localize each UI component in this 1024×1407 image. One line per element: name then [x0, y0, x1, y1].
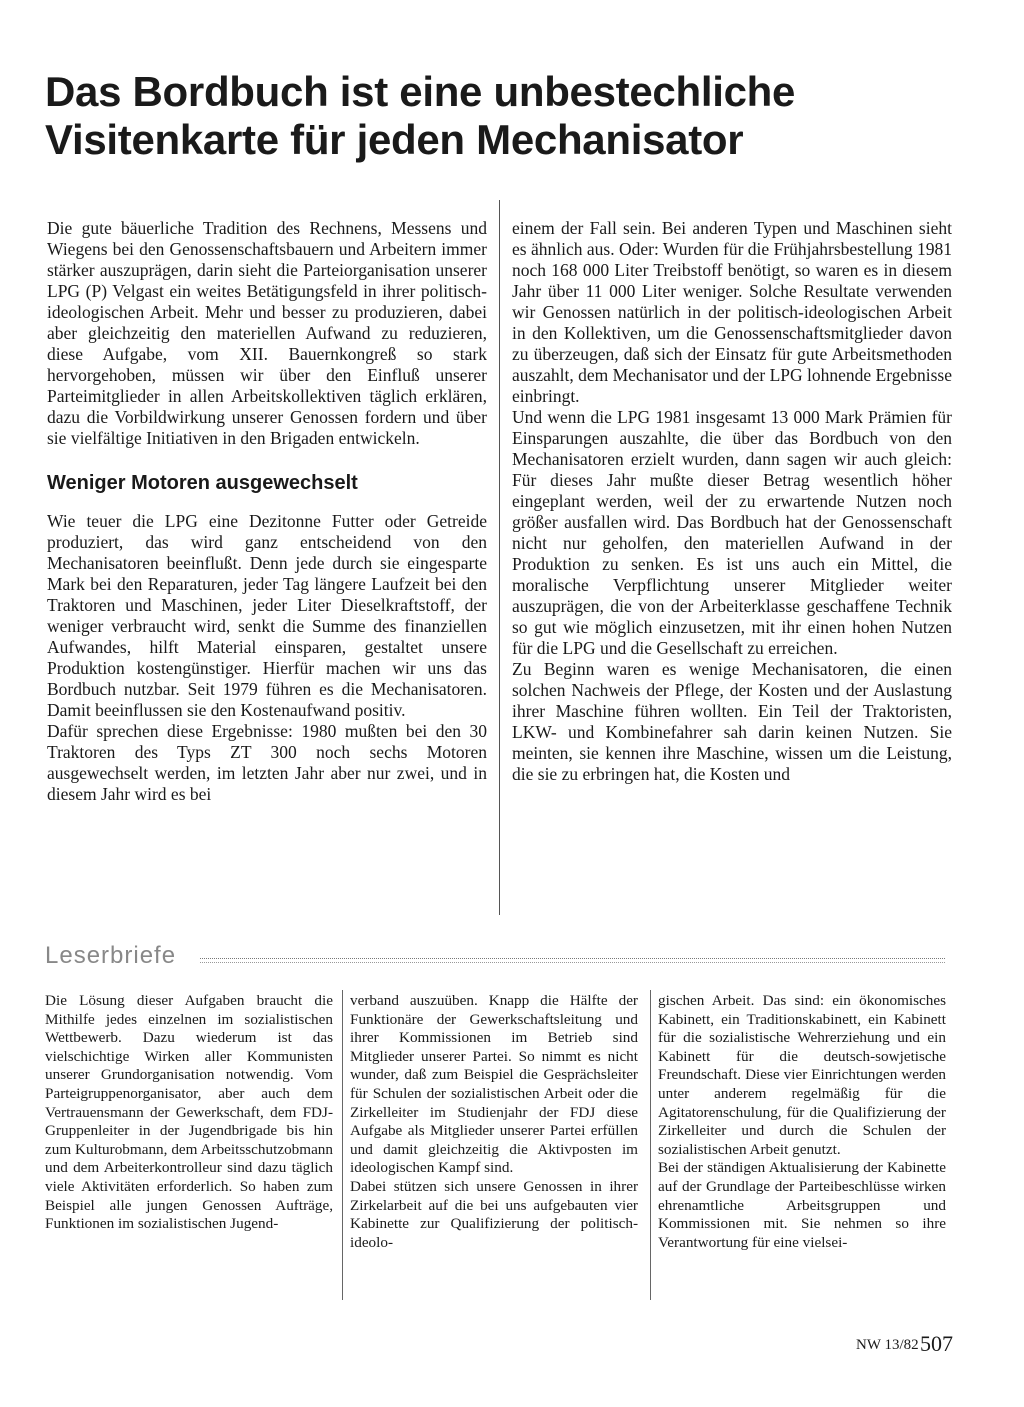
- article-paragraph: einem der Fall sein. Bei anderen Typen und Maschinen sieht es ähnlich aus. Oder: Wurden für die Frühjahrsbestellung 1981 noch 168 000 Liter Treibstoff benötigt, so waren es in diesem Jahr über 11 000 Liter weniger. Solche Resultate verwenden wir Genossen natürlich in der politisch-ideologischen Arbeit in den Kollektiven, um die Genossenschaftsmitglieder davon zu überzeugen, daß sich der Einsatz für gute Arbeitsmethoden auszahlt, dem Mechanisator und der LPG lohnende Ergebnisse einbringt.: [512, 218, 952, 406]
- article-column-1: [47, 218, 487, 805]
- section-label-leserbriefe: Leserbriefe: [45, 942, 177, 969]
- article-paragraph: Dafür sprechen diese Ergebnisse: 1980 mußten bei den 30 Traktoren des Typs ZT 300 noch sechs Motoren ausgewechselt werden, im letzten Jahr aber nur zwei, und in diesem Jahr wird es bei: [47, 721, 487, 804]
- letters-column-1: [45, 992, 333, 1234]
- headline: Das Bordbuch ist eine unbestechliche Visitenkarte für jeden Mechanisator: [45, 68, 796, 163]
- letters-column-2: [350, 992, 638, 1252]
- letters-paragraph: Die Lösung dieser Aufgaben braucht die Mithilfe jedes einzelnen im sozialistischen Wettbewerb. Dazu wiederum ist das vielschichtige Wirken aller Kommunisten unserer Grundorganisation notwendig. Vom Parteigruppenorganisator, aber auch dem Vertrauensmann der Gewerkschaft, dem FDJ-Gruppenleiter in der Jugendbrigade bis hin zum Kulturobmann, dem Arbeitsschutzobmann und dem Arbeiterkontrolleur sind dazu täglich viele Aktivitäten erforderlich. So haben zum Beispiel alle jungen Genossen Aufträge, Funktionen im sozialistischen Jugend-: [45, 992, 333, 1233]
- issue-number: NW 13/82: [856, 1337, 919, 1353]
- article-paragraph: Wie teuer die LPG eine Dezitonne Futter oder Getreide produziert, das wird ganz entscheidend von den Mechanisatoren beeinflußt. Denn jede durch sie eingesparte Mark bei den Reparaturen, jeder Tag längere Laufzeit bei den Traktoren und Maschinen, jeder Liter Dieselkraftstoff, der weniger verbraucht wird, senkt die Summe des finanziellen Aufwandes, hilft Material einsparen, gestaltet unsere Produktion kostengünstiger. Hierfür machen wir uns das Bordbuch nutzbar. Seit 1979 führen es die Mechanisatoren. Damit beeinflussen sie den Kostenaufwand positiv.: [47, 511, 487, 720]
- letters-column-3: [658, 992, 946, 1252]
- article-column-2: [512, 218, 952, 785]
- article-paragraph: Zu Beginn waren es wenige Mechanisatoren, die einen solchen Nachweis der Pflege, der Kosten und der Auslastung ihrer Maschine führen wollten. Ein Teil der Traktoristen, LKW- und Kombinefahrer sah darin keinen Nutzen. Sie meinten, sie kennen ihre Maschine, wissen um die Leistung, die sie zu erbringen hat, die Kosten und: [512, 659, 952, 784]
- letters-paragraph: gischen Arbeit. Das sind: ein ökonomisches Kabinett, ein Traditionskabinett, ein Kabinett für die sozialistische Wehrerziehung und ein Kabinett für die deutsch-sowjetische Freundschaft. Diese vier Einrichtungen werden unter anderem regelmäßig für die Agitatorenschulung, für die Qualifizierung der Zirkelleiter und durch die Schulen der sozialistischen Arbeit genutzt.: [658, 992, 946, 1158]
- letters-paragraph: Dabei stützen sich unsere Genossen in ihrer Zirkelarbeit auf die bei uns aufgebauten vier Kabinette zur Qualifizierung der politisch-ideolo-: [350, 1177, 638, 1251]
- page-number: 507: [920, 1331, 953, 1356]
- article-subheading: Weniger Motoren ausgewechselt: [47, 472, 358, 494]
- column-divider: [499, 200, 500, 915]
- column-divider: [650, 990, 651, 1300]
- letters-paragraph: Bei der ständigen Aktualisierung der Kabinette auf der Grundlage der Parteibeschlüsse wirken ehrenamtliche Arbeitsgruppen und Kommissionen mit. Sie nehmen so ihre Verantwortung für eine vielsei-: [658, 1159, 946, 1251]
- column-divider: [342, 990, 343, 1300]
- letters-paragraph: verband auszuüben. Knapp die Hälfte der Funktionäre der Gewerkschaftsleitung und ihrer Kommissionen im Betrieb sind Mitglieder unserer Partei. So nimmt es nicht wunder, daß zum Beispiel die Gesprächsleiter für Schulen der sozialistischen Arbeit oder die Zirkelleiter im Studienjahr der FDJ diese Aufgabe als Mitglieder unserer Partei erfüllen und damit gleichzeitig die Aktivposten im ideologischen Kampf sind.: [350, 992, 638, 1177]
- section-divider: [200, 958, 945, 963]
- article-intro-paragraph: Die gute bäuerliche Tradition des Rechnens, Messens und Wiegens bei den Genossenschaftsbauern und Arbeitern immer stärker auszuprägen, darin sieht die Parteiorganisation unserer LPG (P) Velgast ein weites Betätigungsfeld in ihrer politisch-ideologischen Arbeit. Mehr und besser zu produzieren, dabei aber gleichzeitig den materiellen Aufwand zu reduzieren, diese Aufgabe, vom XII. Bauernkongreß so stark hervorgehoben, müssen wir über den Einfluß unserer Parteimitglieder in allen Arbeitskollektiven täglich erklären, dazu die Vorbildwirkung unserer Genossen fordern und über sie vielfältige Initiativen in den Brigaden entwickeln.: [47, 218, 487, 448]
- article-paragraph: Und wenn die LPG 1981 insgesamt 13 000 Mark Prämien für Einsparungen auszahlte, die über das Bordbuch von den Mechanisatoren erzielt wurden, dann sagen wir auch gleich: Für dieses Jahr mußte dieser Betrag wesentlich höher eingeplant werden, weil der zu erwartende Nutzen noch größer ausfallen wird. Das Bordbuch hat der Genossenschaft nicht nur geholfen, den materiellen Aufwand in der Produktion zu senken. Es ist uns auch ein Mittel, die moralische Verpflichtung unserer Mitglieder weiter auszuprägen, die von der Arbeiterklasse geschaffene Technik so gut wie möglich einzusetzen, mit ihr einen hohen Nutzen für die LPG und die Gesellschaft zu erreichen.: [512, 407, 952, 658]
